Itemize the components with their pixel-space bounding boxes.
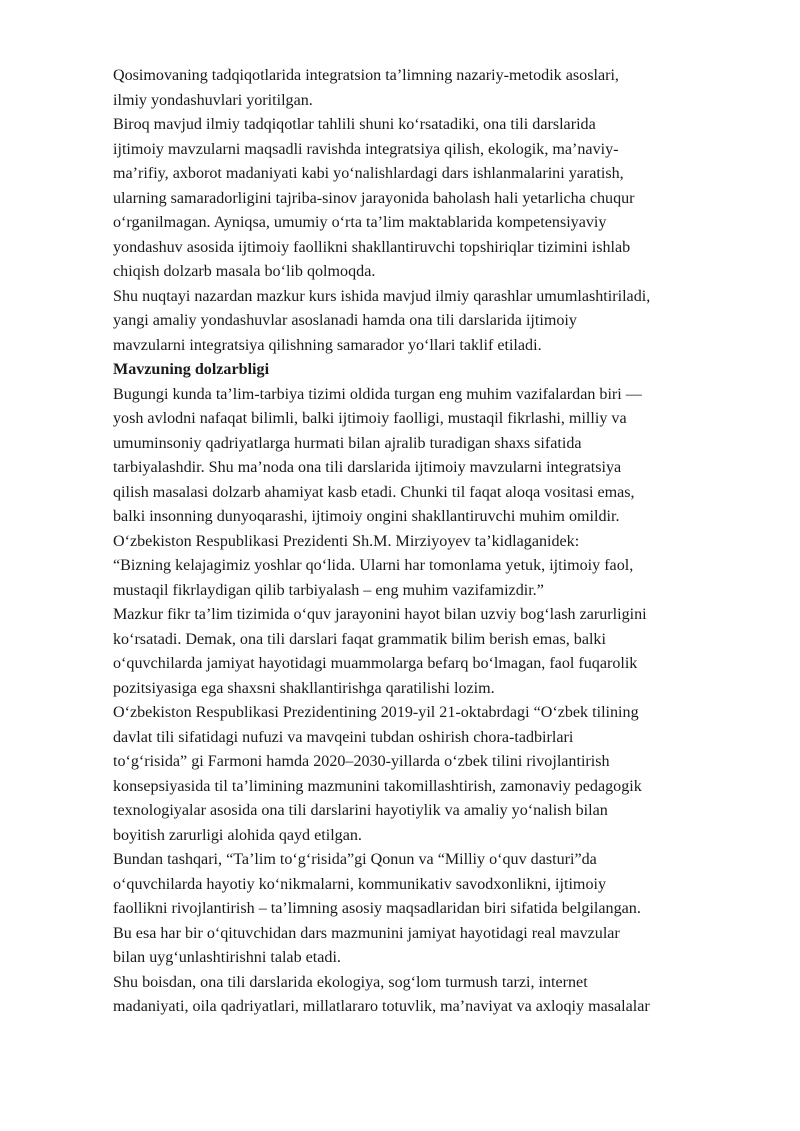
text-line: “Bizning kelajagimiz yoshlar qo‘lida. Ularni har tomonlama yetuk, ijtimoiy faol,: [113, 557, 634, 574]
text-line: o‘rganilmagan. Ayniqsa, umumiy o‘rta ta’lim maktablarida kompetensiyaviy: [113, 214, 607, 231]
text-line: yondashuv asosida ijtimoiy faollikni shakllantiruvchi topshiriqlar tizimini ishlab: [113, 238, 631, 256]
text-line: umuminsoniy qadriyatlarga hurmati bilan ajralib turadigan shaxs sifatida: [113, 434, 582, 452]
text-line: Bu esa har bir o‘qituvchidan dars mazmunini jamiyat hayotidagi real mavzular: [113, 924, 620, 942]
text-line: Mazkur fikr ta’lim tizimida o‘quv jarayonini hayot bilan uzviy bog‘lash zarurligini: [113, 606, 647, 623]
text-line: mavzularni integratsiya qilishning samarador yo‘llari taklif etiladi.: [113, 336, 542, 354]
text-line: mustaqil fikrlaydigan qilib tarbiyalash – eng muhim vazifamizdir.”: [113, 581, 544, 599]
text-line: ma’rifiy, axborot madaniyati kabi yo‘nalishlardagi dars ishlanmalarini yaratish,: [113, 165, 624, 182]
text-line: o‘quvchilarda hayotiy ko‘nikmalarni, kommunikativ savodxonlikni, ijtimoiy: [113, 875, 607, 893]
text-line: konsepsiyasida til ta’limining mazmunini takomillashtirish, zamonaviy pedagogik: [113, 777, 642, 795]
text-line: to‘g‘risida” gi Farmoni hamda 2020–2030-yillarda o‘zbek tilini rivojlantirish: [113, 753, 610, 770]
text-line: madaniyati, oila qadriyatlari, millatlararo totuvlik, ma’naviyat va axloqiy masalalar: [113, 998, 650, 1015]
text-line: Bugungi kunda ta’lim-tarbiya tizimi oldida turgan eng muhim vazifalardan biri —: [113, 385, 642, 403]
text-line: qilish masalasi dolzarb ahamiyat kasb etadi. Chunki til faqat aloqa vositasi emas,: [113, 483, 635, 501]
text-line: chiqish dolzarb masala bo‘lib qolmoqda.: [113, 263, 376, 280]
text-line: ilmiy yondashuvlari yoritilgan.: [113, 91, 313, 109]
text-line: Qosimovaning tadqiqotlarida integratsion ta’limning nazariy-metodik asoslari,: [113, 67, 619, 84]
text-line: texnologiyalar asosida ona tili darslarini hayotiylik va amaliy yo‘nalish bilan: [113, 802, 608, 819]
text-line: O‘zbekiston Respublikasi Prezidentining 2019-yil 21-oktabrdagi “O‘zbek tilining: [113, 704, 639, 721]
text-line: yangi amaliy yondashuvlar asoslanadi hamda ona tili darslarida ijtimoiy: [113, 312, 577, 329]
text-line: tarbiyalashdir. Shu ma’noda ona tili darslarida ijtimoiy mavzularni integratsiya: [113, 459, 622, 476]
text-line: Biroq mavjud ilmiy tadqiqotlar tahlili shuni ko‘rsatadiki, ona tili darslarida: [113, 116, 596, 133]
text-line: ijtimoiy mavzularni maqsadli ravishda integratsiya qilish, ekologik, ma’naviy-: [113, 140, 619, 158]
text-line: o‘quvchilarda jamiyat hayotidagi muammolarga befarq bo‘lmagan, faol fuqarolik: [113, 655, 638, 672]
document-page: [113, 64, 753, 1020]
text-line: balki insonning dunyoqarashi, ijtimoiy ongini shakllantiruvchi muhim omildir.: [113, 508, 620, 525]
text-line: pozitsiyasiga ega shaxsni shakllantirishga qaratilishi lozim.: [113, 679, 495, 697]
text-line: Shu boisdan, ona tili darslarida ekologiya, sog‘lom turmush tarzi, internet: [113, 973, 588, 991]
text-line: yosh avlodni nafaqat bilimli, balki ijtimoiy faolligi, mustaqil fikrlashi, milliy va: [113, 410, 627, 427]
text-line: bilan uyg‘unlashtirishni talab etadi.: [113, 949, 341, 966]
text-line: Bundan tashqari, “Ta’lim to‘g‘risida”gi Qonun va “Milliy o‘quv dasturi”da: [113, 851, 597, 868]
text-line: faollikni rivojlantirish – ta’limning asosiy maqsadlaridan biri sifatida belgilangan.: [113, 900, 641, 917]
text-line: ularning samaradorligini tajriba-sinov jarayonida baholash hali yetarlicha chuqur: [113, 189, 635, 207]
text-line: davlat tili sifatidagi nufuzi va mavqeini tubdan oshirish chora-tadbirlari: [113, 728, 574, 746]
text-line: boyitish zarurligi alohida qayd etilgan.: [113, 826, 362, 844]
text-line: ko‘rsatadi. Demak, ona tili darslari faqat grammatik bilim berish emas, balki: [113, 630, 606, 648]
section-heading: Mavzuning dolzarbligi: [113, 361, 270, 378]
text-line: Shu nuqtayi nazardan mazkur kurs ishida mavjud ilmiy qarashlar umumlashtiriladi,: [113, 287, 651, 305]
text-line: O‘zbekiston Respublikasi Prezidenti Sh.M. Mirziyoyev ta’kidlaganidek:: [113, 532, 580, 550]
